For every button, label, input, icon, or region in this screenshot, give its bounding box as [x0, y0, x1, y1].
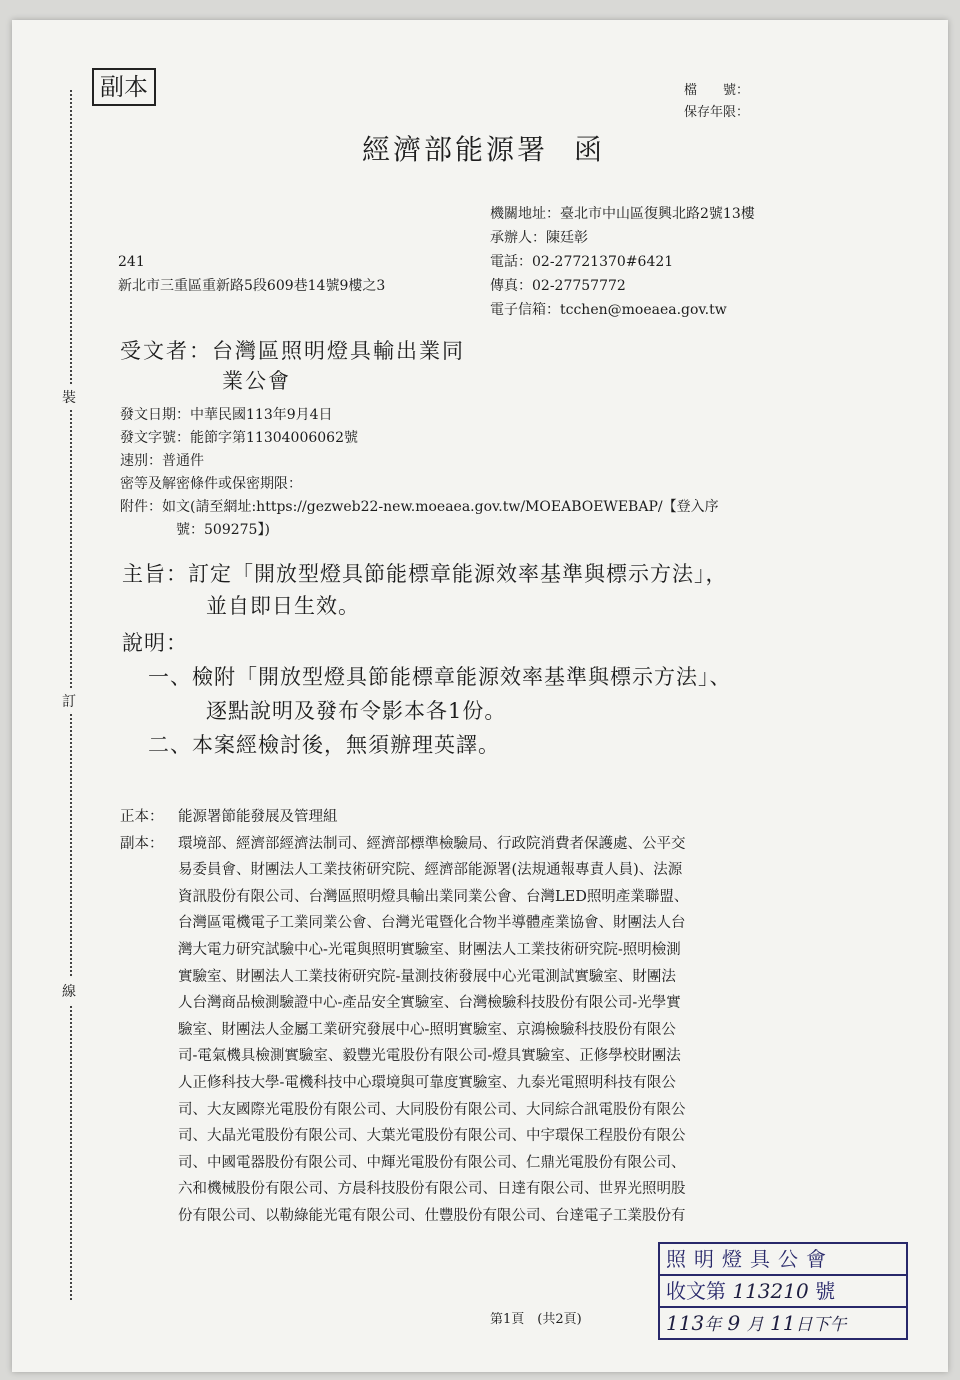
copy-recipients-line: 司、大晶光電股份有限公司、大葉光電股份有限公司、中宇環保工程股份有限公: [178, 1128, 686, 1145]
receipt-day-unit: 日: [795, 1315, 813, 1335]
copy-recipients-line: 份有限公司、以勒綠能光電有限公司、仕豐股份有限公司、台達電子工業股份有: [178, 1207, 686, 1224]
original-recipient: 能源署節能發展及管理組: [178, 809, 338, 825]
copy-recipients-line: 台灣區電機電子工業同業公會、台灣光電暨化合物半導體產業協會、財團法人台: [178, 915, 686, 932]
copy-recipients-line: 實驗室、財團法人工業技術研究院-量測技術發展中心光電測試實驗室、財團法: [178, 968, 676, 985]
copy-recipients-line: 資訊股份有限公司、台灣區照明燈具輸出業同業公會、台灣LED照明產業聯盟、: [178, 888, 689, 905]
receipt-number-row: [660, 1274, 906, 1306]
copy-recipients-line: 環境部、經濟部經濟法制司、經濟部標準檢驗局、行政院消費者保護處、公平交: [178, 835, 686, 852]
copy-recipients-line: 驗室、財團法人金屬工業研究發展中心-照明實驗室、京鴻檢驗科技股份有限公: [178, 1021, 676, 1038]
receipt-suffix: 號: [815, 1279, 836, 1303]
distribution-list: [120, 804, 880, 1230]
copy-recipients-line: 人正修科技大學-電機科技中心環境與可靠度實驗室、九泰光電照明科技有限公: [178, 1074, 676, 1091]
fax-number: 傳真：02-27757772: [490, 278, 626, 294]
receipt-stamp: [658, 1242, 908, 1340]
delivery-speed: 速別：普通件: [120, 453, 204, 469]
receipt-stamp-org: 照明燈具公會: [666, 1247, 834, 1271]
explanation-item-1-line-1: 一、檢附「開放型燈具節能標章能源效率基準與標示方法」、: [148, 665, 732, 689]
document-number: 發文字號：能節字第11304006062號: [120, 430, 358, 446]
recipient-address-block: [118, 250, 385, 298]
explanation-heading: 說明：: [122, 631, 188, 655]
recipient-address: 新北市三重區重新路5段609巷14號9樓之3: [118, 278, 386, 294]
subject-line-1: 主旨：訂定「開放型燈具節能標章能源效率基準與標示方法」，: [122, 562, 728, 586]
copy-recipients-line: 人台灣商品檢測驗證中心-產品安全實驗室、台灣檢驗科技股份有限公司-光學實: [178, 995, 681, 1012]
copy-recipients-line: 灣大電力研究試驗中心-光電與照明實驗室、財團法人工業技術研究院-照明檢測: [178, 941, 681, 958]
issue-date: 發文日期：中華民國113年9月4日: [120, 407, 333, 423]
officer-in-charge: 承辦人：陳廷彰: [490, 230, 588, 246]
binding-mark-xian: 線: [62, 978, 76, 1004]
postal-code: 241: [118, 254, 145, 270]
document-metadata: [120, 404, 860, 542]
original-recipient-row: [120, 804, 880, 831]
copy-recipients-line: 司、中國電器股份有限公司、中輝光電股份有限公司、仁鼎光電股份有限公司、: [178, 1154, 686, 1171]
receipt-month: 9: [727, 1311, 741, 1335]
copy-recipients-line: 司、大友國際光電股份有限公司、大同股份有限公司、大同綜合訊電股份有限公: [178, 1101, 686, 1118]
agency-address: 機關地址：臺北市中山區復興北路2號13樓: [490, 206, 755, 222]
copy-recipients-line: 六和機械股份有限公司、方晨科技股份有限公司、日達有限公司、世界光照明股: [178, 1181, 686, 1198]
receipt-prefix: 收文第: [666, 1279, 726, 1303]
retention-period-label: 保存年限：: [684, 105, 750, 120]
issuing-agency: 經濟部能源署: [362, 133, 549, 166]
explanation-item-2: 二、本案經檢討後，無須辦理英譯。: [148, 733, 500, 757]
receipt-period: 下午: [812, 1315, 847, 1335]
phone-number: 電話：02-27721370#6421: [490, 254, 674, 270]
copy-recipients-line: 易委員會、財團法人工業技術研究院、經濟部能源署(法規通報專責人員)、法源: [178, 862, 683, 879]
document-page: [12, 20, 948, 1372]
receiver-line-1: 受文者：台灣區照明燈具輸出業同: [120, 339, 465, 363]
copy-recipients: [178, 831, 880, 1230]
original-label: 正本：: [120, 809, 164, 825]
explanation-item-1-line-2: 逐點說明及發布令影本各1份。: [206, 699, 507, 723]
agency-contact-block: [490, 202, 755, 322]
copy-recipients-row: [120, 831, 880, 1230]
email-address: 電子信箱：tcchen@moeaea.gov.tw: [490, 302, 727, 318]
receiver-block: [120, 336, 465, 396]
copy-stamp: 副本: [92, 68, 156, 106]
attachment-line-1: 附件：如文(請至網址:https://gezweb22-new.moeaea.gov.tw/MOEABOEWEBAP/【登入序: [120, 499, 719, 515]
archive-info: [684, 80, 749, 124]
subject-line-2: 並自即日生效。: [206, 594, 360, 618]
document-title: [362, 128, 605, 168]
receipt-number: 113210: [732, 1279, 809, 1303]
file-number-label: 檔 號：: [684, 83, 750, 98]
copy-recipients-line: 司-電氣機具檢測實驗室、毅豐光電股份有限公司-燈具實驗室、正修學校財團法: [178, 1048, 681, 1065]
binding-mark-zhuang: 裝: [62, 384, 76, 410]
receipt-year: 113: [666, 1311, 705, 1335]
receipt-date-row: [660, 1306, 906, 1338]
receipt-day: 11: [770, 1311, 796, 1335]
attachment-line-2: 號：509275】): [176, 522, 270, 538]
copies-label: 副本：: [120, 835, 164, 852]
receiver-line-2: 業公會: [222, 369, 291, 393]
receipt-year-unit: 年: [704, 1315, 722, 1335]
security-level: 密等及解密條件或保密期限：: [120, 476, 302, 492]
subject-block: [122, 558, 882, 622]
receipt-month-unit: 月: [746, 1315, 764, 1335]
explanation-block: [122, 626, 882, 762]
binding-mark-ding: 訂: [62, 688, 76, 714]
document-type: 函: [574, 133, 606, 166]
page-number: 第1頁 (共2頁): [490, 1312, 582, 1327]
